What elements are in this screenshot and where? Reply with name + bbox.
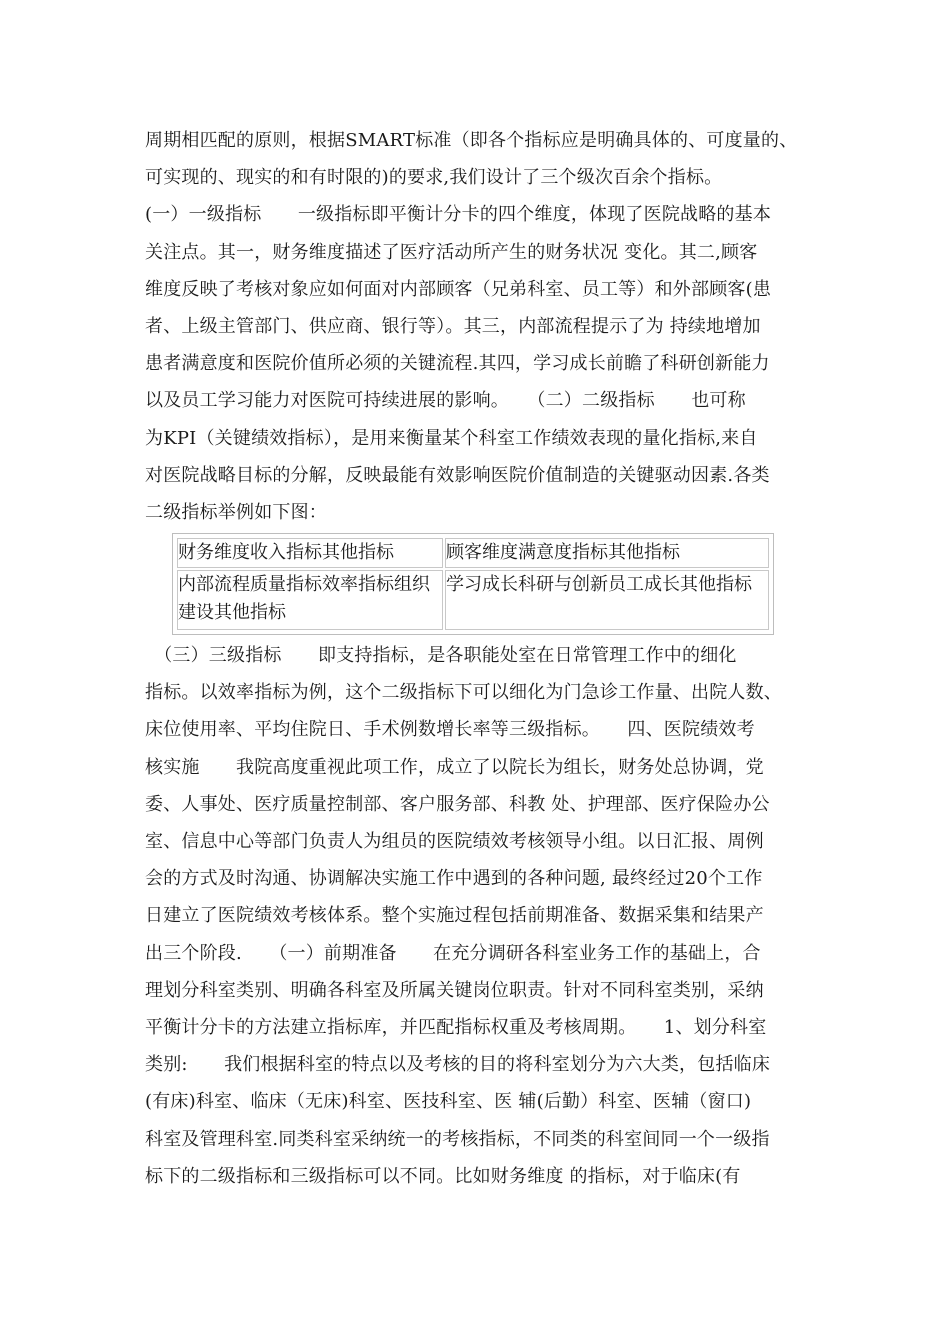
text-line: 平衡计分卡的方法建立指标库，并匹配指标权重及考核周期。 1、划分科室 [145, 1016, 767, 1038]
cell-text: 学习成长科研与创新员工成长其他指标 [446, 574, 752, 596]
text-line: 关注点。其一，财务维度描述了医疗活动所产生的财务状况 变化。其二,顾客 [145, 241, 758, 263]
text-line: 标下的二级指标和三级指标可以不同。比如财务维度 的指标，对于临床(有 [145, 1165, 741, 1187]
indicator-table [172, 533, 774, 635]
text-line: 可实现的、现实的和有时限的)的要求,我们设计了三个级次百余个指标。 [145, 167, 723, 189]
text-line: 委、人事处、医疗质量控制部、客户服务部、科教 处、护理部、医疗保险办公 [145, 793, 770, 815]
text-line: 科室及管理科室.同类科室采纳统一的考核指标，不同类的科室间同一个一级指 [145, 1128, 770, 1150]
text-line: 理划分科室类别、明确各科室及所属关键岗位职责。针对不同科室类别，采纳 [145, 979, 764, 1001]
text-line: (一）一级指标 一级指标即平衡计分卡的四个维度，体现了医院战略的基本 [145, 204, 772, 226]
text-line: 维度反映了考核对象应如何面对内部顾客（兄弟科室、员工等）和外部顾客(患 [145, 278, 772, 300]
text-line: 对医院战略目标的分解，反映最能有效影响医院价值制造的关键驱动因素.各类 [145, 464, 770, 486]
cell-text: 财务维度收入指标其他指标 [178, 542, 394, 564]
paragraph-bottom [145, 637, 813, 1195]
paragraph-top [145, 122, 813, 531]
cell-text: 顾客维度满意度指标其他指标 [446, 542, 680, 564]
document-page [145, 122, 813, 1195]
text-line: (有床)科室、临床（无床)科室、医技科室、医 辅(后勤）科室、医辅（窗口) [145, 1091, 752, 1113]
text-line: 为KPI（关键绩效指标），是用来衡量某个科室工作绩效表现的量化指标,来自 [145, 427, 758, 449]
table-cell [177, 570, 443, 630]
text-line: （三）三级指标 即支持指标，是各职能处室在日常管理工作中的细化 [145, 645, 737, 667]
text-line: 二级指标举例如下图： [145, 501, 327, 523]
table-cell [177, 538, 443, 568]
text-line: 指标。以效率指标为例，这个二级指标下可以细化为门急诊工作量、出院人数、 [145, 682, 782, 704]
text-line: 床位使用率、平均住院日、手术例数增长率等三级指标。 四、医院绩效考 [145, 719, 755, 741]
table-row [177, 538, 769, 568]
indicator-grid [175, 536, 771, 632]
text-line: 患者满意度和医院价值所必须的关键流程.其四，学习成长前瞻了科研创新能力 [145, 353, 770, 375]
text-line: 会的方式及时沟通、协调解决实施工作中遇到的各种问题, 最终经过20个工作 [145, 868, 763, 890]
text-line: 周期相匹配的原则，根据SMART标准（即各个指标应是明确具体的、可度量的、 [145, 130, 798, 151]
table-row [177, 570, 769, 630]
text-line: 者、上级主管部门、供应商、银行等）。其三，内部流程提示了为 持续地增加 [145, 315, 761, 337]
text-line: 核实施 我院高度重视此项工作，成立了以院长为组长，财务处总协调，党 [145, 756, 764, 778]
table-cell [445, 538, 769, 568]
text-line: 类别: 我们根据科室的特点以及考核的目的将科室划分为六大类，包括临床 [145, 1054, 771, 1076]
text-line: 室、信息中心等部门负责人为组员的医院绩效考核领导小组。以日汇报、周例 [145, 831, 764, 852]
text-line: 以及员工学习能力对医院可持续进展的影响。 （二）二级指标 也可称 [145, 390, 746, 412]
table-cell [445, 570, 769, 630]
text-line: 出三个阶段. （一）前期准备 在充分调研各科室业务工作的基础上，合 [145, 942, 761, 964]
text-line: 日建立了医院绩效考核体系。整个实施过程包括前期准备、数据采集和结果产 [145, 905, 764, 927]
cell-text: 内部流程质量指标效率指标组织建设其他指标 [178, 574, 430, 624]
